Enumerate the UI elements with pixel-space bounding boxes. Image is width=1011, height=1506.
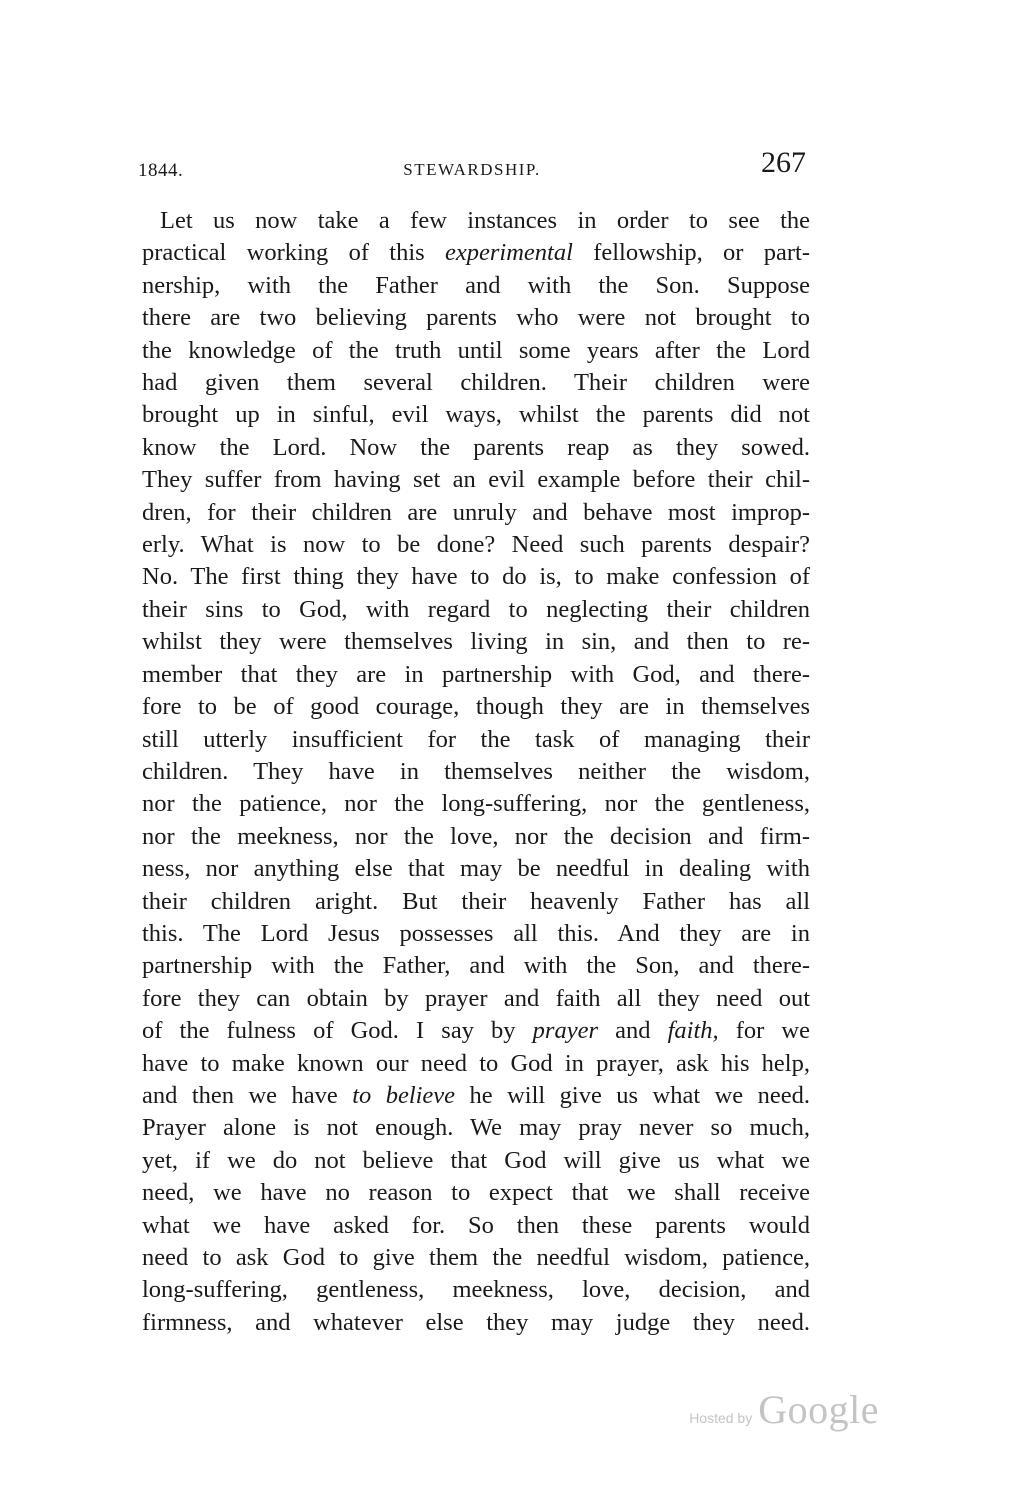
text-run: and <box>598 1017 668 1045</box>
text-run: Let us now take a few instances in order to see the <box>160 207 810 234</box>
text-run: and then we have <box>142 1081 353 1109</box>
text-run: children. They have in themselves neither the wisdom, <box>142 757 810 785</box>
text-run: fore to be of good courage, though they are in themselves <box>142 693 810 721</box>
text-line <box>142 1307 810 1339</box>
text-line <box>142 1274 810 1306</box>
text-run: nor the patience, nor the long-suffering, nor the gentleness, <box>142 790 810 818</box>
text-run: nor the meekness, nor the love, nor the decision and firm- <box>142 822 810 850</box>
text-line <box>142 432 810 464</box>
text-run: had given them several children. Their children were <box>142 369 810 397</box>
running-title: STEWARDSHIP. <box>403 160 541 179</box>
text-line <box>142 788 810 820</box>
text-run: their children aright. But their heavenly Father has all <box>142 887 810 915</box>
text-run: whilst they were themselves living in sin, and then to re- <box>142 628 810 656</box>
text-run: have to make known our need to God in prayer, ask his help, <box>142 1049 810 1077</box>
text-run: need to ask God to give them the needful wisdom, patience, <box>142 1244 810 1271</box>
text-run: Prayer alone is not enough. We may pray never so much, <box>142 1114 810 1142</box>
google-logo: Google <box>758 1387 879 1432</box>
text-line <box>142 464 810 496</box>
text-run: No. The first thing they have to do is, to make confession of <box>142 563 810 591</box>
text-line <box>142 205 810 237</box>
text-line <box>142 886 810 918</box>
text-run: dren, for their children are unruly and behave most improp- <box>142 498 810 526</box>
text-line <box>142 756 810 788</box>
text-run: of the fulness of God. I say by <box>142 1017 533 1045</box>
text-run: partnership with the Father, and with the Son, and there- <box>142 952 810 980</box>
body-paragraph <box>142 205 810 1339</box>
text-run: member that they are in partnership with God, and there- <box>142 660 810 688</box>
text-line <box>142 367 810 399</box>
text-line <box>142 1015 810 1047</box>
text-line <box>142 1080 810 1112</box>
text-line <box>142 626 810 658</box>
text-line <box>142 1112 810 1144</box>
text-line <box>142 821 810 853</box>
text-line <box>142 1145 810 1177</box>
text-run: fellowship, or part- <box>572 239 810 267</box>
text-run: still utterly insufficient for the task of managing their <box>142 725 810 753</box>
text-line <box>142 270 810 302</box>
text-run: their sins to God, with regard to neglecting their children <box>142 595 810 623</box>
italic-text: prayer <box>532 1017 598 1045</box>
google-watermark <box>689 1386 879 1433</box>
text-run: nership, with the Father and with the Son. Suppose <box>142 271 810 299</box>
text-run: there are two believing parents who were not brought to <box>142 304 810 332</box>
text-line <box>142 724 810 756</box>
text-run: fore they can obtain by prayer and faith all they need out <box>142 984 810 1012</box>
text-run: know the Lord. Now the parents reap as they sowed. <box>142 433 810 461</box>
text-run: ness, nor anything else that may be needful in dealing with <box>142 855 810 883</box>
text-line <box>142 1048 810 1080</box>
text-line <box>142 237 810 269</box>
text-run: for we <box>718 1017 810 1045</box>
text-line <box>142 399 810 431</box>
text-line <box>142 1242 810 1274</box>
text-line <box>142 497 810 529</box>
text-run: brought up in sinful, evil ways, whilst the parents did not <box>142 401 810 429</box>
text-line <box>142 950 810 982</box>
italic-text: experimental <box>444 239 573 267</box>
text-run: the knowledge of the truth until some years after the Lord <box>142 336 810 364</box>
text-run: erly. What is now to be done? Need such parents despair? <box>142 531 810 559</box>
text-run: what we have asked for. So then these parents would <box>142 1211 810 1239</box>
text-line <box>142 561 810 593</box>
text-line <box>142 1177 810 1209</box>
text-line <box>142 1210 810 1242</box>
text-line <box>142 335 810 367</box>
italic-text: to believe <box>352 1081 456 1109</box>
text-line <box>142 691 810 723</box>
text-line <box>142 983 810 1015</box>
header-year: 1844. <box>138 160 184 181</box>
page-header <box>138 146 806 186</box>
text-run: yet, if we do not believe that God will give us what we <box>142 1146 810 1174</box>
text-line <box>142 529 810 561</box>
text-line <box>142 594 810 626</box>
text-run: need, we have no reason to expect that we shall receive <box>142 1179 810 1207</box>
text-line <box>142 302 810 334</box>
page-number: 267 <box>761 146 806 179</box>
text-run: he will give us what we need. <box>455 1081 810 1109</box>
hosted-by-label: Hosted by <box>689 1410 753 1426</box>
text-run: practical working of this <box>142 239 445 267</box>
text-run: They suffer from having set an evil example before their chil- <box>142 466 810 494</box>
text-run: firmness, and whatever else they may judge they need. <box>142 1308 810 1336</box>
italic-text: faith, <box>667 1017 719 1045</box>
text-line <box>142 853 810 885</box>
text-line <box>142 659 810 691</box>
text-run: this. The Lord Jesus possesses all this. And they are in <box>142 919 810 947</box>
text-run: long-suffering, gentleness, meekness, love, decision, and <box>142 1276 810 1304</box>
text-line <box>142 918 810 950</box>
